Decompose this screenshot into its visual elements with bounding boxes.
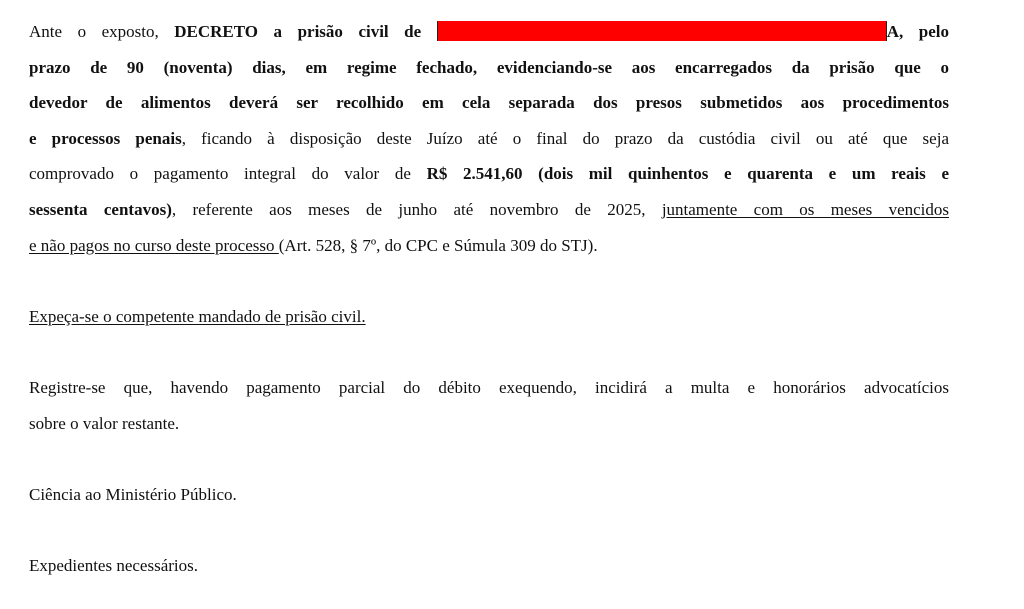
- decree-bold-suffix: A, pelo: [886, 22, 949, 41]
- payment-text: comprovado o pagamento integral do valor de: [29, 164, 427, 184]
- decree-bold-text: DECRETO a prisão civil de: [174, 22, 422, 41]
- warrant-line: [29, 299, 949, 335]
- decree-line-7: [29, 228, 949, 264]
- decree-bold-line-3: devedor de alimentos deverá ser recolhido em cela separada dos presos submetidos aos procedimentos: [29, 93, 949, 113]
- overdue-underlined-suffix: e não pagos no curso deste processo: [29, 235, 279, 255]
- amount-bold-suffix: sessenta centavos): [29, 199, 172, 219]
- partial-payment-paragraph: [29, 370, 949, 441]
- paragraph-gap: [29, 334, 949, 370]
- paragraph-gap: [29, 263, 949, 299]
- document-body: [29, 14, 949, 584]
- intro-text: Ante o exposto,: [29, 22, 175, 41]
- partial-payment-line-1: Registre-se que, havendo pagamento parcial do débito exequendo, incidirá a multa e honorários advocatícios: [29, 377, 949, 397]
- decree-line-5: [29, 156, 949, 192]
- months-text: , referente aos meses de junho até novembro de 2025,: [171, 199, 662, 219]
- decree-bold-line-2: prazo de 90 (noventa) dias, em regime fechado, evidenciando-se aos encarregados da prisão que o: [29, 57, 949, 77]
- overdue-underlined-text: juntamente com os meses vencidos: [661, 199, 950, 219]
- decree-line-4: [29, 121, 949, 157]
- redaction-bar: [437, 21, 887, 41]
- prosecutor-line: Ciência ao Ministério Público.: [29, 484, 237, 504]
- prosecutor-paragraph: [29, 477, 949, 513]
- decree-line-6: [29, 192, 949, 228]
- decree-bold-line-4: e processos penais: [29, 128, 182, 148]
- paragraph-gap: [29, 512, 949, 548]
- custody-text: , ficando à disposição deste Juízo até o final do prazo da custódia civil ou até que seja: [181, 128, 949, 148]
- decree-line-2: [29, 50, 949, 86]
- amount-bold-text: R$ 2.541,60 (dois mil quinhentos e quarenta e um reais e: [426, 164, 949, 184]
- closing-line: Expedientes necessários.: [29, 555, 198, 575]
- legal-citation: (Art. 528, § 7º, do CPC e Súmula 309 do STJ).: [278, 235, 598, 255]
- decree-paragraph: [29, 14, 949, 263]
- decree-line-3: [29, 85, 949, 121]
- warrant-paragraph: [29, 299, 949, 335]
- closing-paragraph: [29, 548, 949, 584]
- decree-line-1: [29, 14, 949, 50]
- paragraph-gap: [29, 441, 949, 477]
- partial-payment-line-2: sobre o valor restante.: [29, 413, 180, 433]
- warrant-underlined-text: Expeça-se o competente mandado de prisão civil.: [29, 306, 366, 326]
